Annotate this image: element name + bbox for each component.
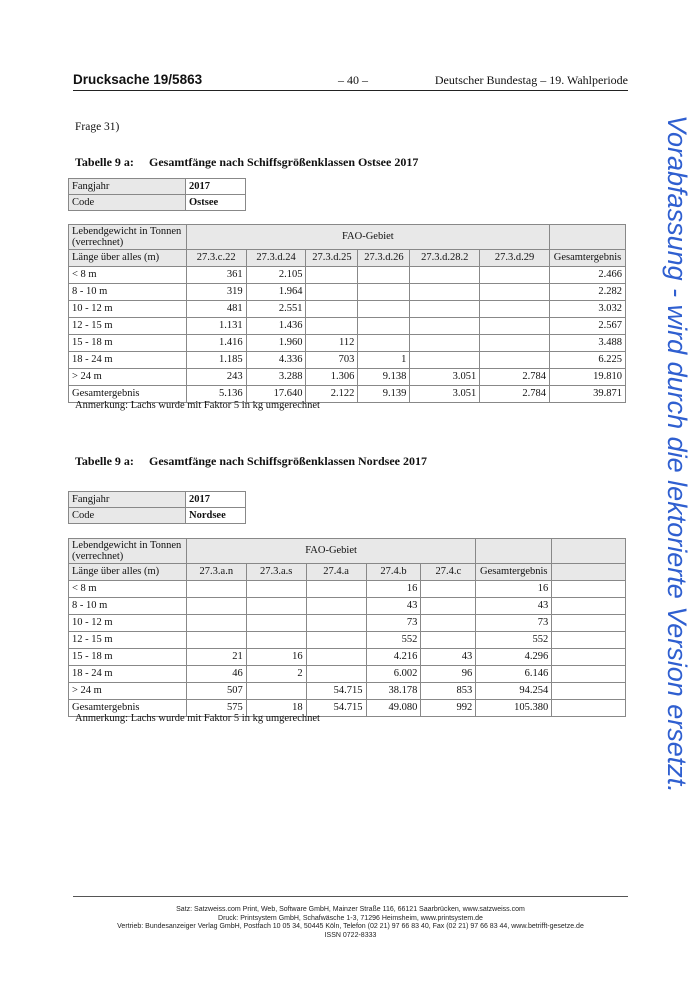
row-label: 12 - 15 m [69, 318, 187, 335]
table-cell: 552 [366, 632, 421, 649]
table-cell: 6.225 [549, 352, 625, 369]
document-number: Drucksache 19/5863 [73, 72, 203, 87]
table-row [69, 598, 626, 615]
nordsee-info-table [68, 491, 246, 524]
table-cell: 112 [306, 335, 358, 352]
page-header [73, 72, 628, 91]
row-label: 8 - 10 m [69, 284, 187, 301]
table-cell: 2.282 [549, 284, 625, 301]
table-cell: 3.032 [549, 301, 625, 318]
table-row [69, 581, 626, 598]
table-cell: 4.296 [476, 649, 552, 666]
table-cell [306, 318, 358, 335]
info-label: Code [69, 508, 186, 524]
table-cell [246, 598, 306, 615]
row-label: 10 - 12 m [69, 301, 187, 318]
table-cell: 361 [186, 267, 246, 284]
table-cell: 853 [421, 683, 476, 700]
table-cell: 1 [358, 352, 410, 369]
table-cell [306, 284, 358, 301]
table-cell [480, 284, 550, 301]
nordsee-table-caption: Gesamtfänge nach Schiffsgrößenklassen Nordsee 2017 [149, 454, 427, 468]
table-cell [410, 318, 480, 335]
length-header: Länge über alles (m) [69, 250, 187, 267]
table-cell [421, 615, 476, 632]
row-label: > 24 m [69, 369, 187, 386]
column-header: Gesamtergebnis [549, 250, 625, 267]
table-row [69, 649, 626, 666]
row-label: Gesamtergebnis [69, 386, 187, 403]
table-cell [480, 301, 550, 318]
table-row [69, 318, 626, 335]
table-cell: 2.466 [549, 267, 625, 284]
table-cell: 1.416 [186, 335, 246, 352]
row-label: < 8 m [69, 267, 187, 284]
table-cell: 2.122 [306, 386, 358, 403]
table-cell: 5.136 [186, 386, 246, 403]
table-cell [358, 301, 410, 318]
table-cell: 16 [366, 581, 421, 598]
fao-header: FAO-Gebiet [186, 539, 475, 564]
nordsee-table-number: Tabelle 9 a: [75, 454, 134, 468]
row-label: 18 - 24 m [69, 666, 187, 683]
table-row [69, 632, 626, 649]
parliament-period: Deutscher Bundestag – 19. Wahlperiode [434, 73, 628, 87]
table-cell: 16 [246, 649, 306, 666]
ostsee-catch-table [68, 224, 626, 403]
table-cell [480, 267, 550, 284]
column-header: 27.3.a.s [246, 564, 306, 581]
ostsee-table-number: Tabelle 9 a: [75, 155, 134, 169]
table-cell [358, 318, 410, 335]
row-label: 10 - 12 m [69, 615, 187, 632]
row-label: 12 - 15 m [69, 632, 187, 649]
table-row [69, 352, 626, 369]
column-header: Gesamtergebnis [476, 564, 552, 581]
draft-watermark-text: Vorabfassung - wird durch die lektorierte Version ersetzt. [662, 115, 692, 793]
column-header: 27.3.d.25 [306, 250, 358, 267]
length-header: Länge über alles (m) [69, 564, 187, 581]
table-row [69, 683, 626, 700]
table-cell: 992 [421, 700, 476, 717]
table-cell [306, 666, 366, 683]
weight-header: Lebendgewicht in Tonnen (verrechnet) [69, 225, 187, 250]
draft-watermark [660, 115, 694, 915]
table-cell [246, 615, 306, 632]
footer-line-vertrieb: Vertrieb: Bundesanzeiger Verlag GmbH, Postfach 10 05 34, 50445 Köln, Telefon (02 21) 97 66 83 40, Fax (02 21) 97 66 83 44, www.betrifft-gesetze.de [117, 923, 584, 930]
row-label: < 8 m [69, 581, 187, 598]
table-cell: 9.139 [358, 386, 410, 403]
table-cell [358, 267, 410, 284]
table-cell [421, 632, 476, 649]
table-cell: 319 [186, 284, 246, 301]
table-row [69, 301, 626, 318]
table-cell [358, 284, 410, 301]
table-cell [246, 581, 306, 598]
table-cell: 1.436 [246, 318, 306, 335]
footer-line-druck: Druck: Printsystem GmbH, Schafwäsche 1-3, 71296 Heimsheim, www.printsystem.de [218, 914, 483, 922]
table-cell: 54.715 [306, 700, 366, 717]
nordsee-catch-table [68, 538, 626, 717]
row-label: 18 - 24 m [69, 352, 187, 369]
table-cell [410, 352, 480, 369]
table-cell: 1.185 [186, 352, 246, 369]
table-cell: 3.051 [410, 386, 480, 403]
table-cell: 2 [246, 666, 306, 683]
info-value: Ostsee [186, 195, 246, 211]
table-cell: 481 [186, 301, 246, 318]
table-cell [358, 335, 410, 352]
weight-header: Lebendgewicht in Tonnen (verrechnet) [69, 539, 187, 564]
page-number: – 40 – [338, 73, 368, 87]
table-row [69, 335, 626, 352]
table-cell: 21 [186, 649, 246, 666]
table-cell [480, 318, 550, 335]
column-header: 27.3.a.n [186, 564, 246, 581]
table-cell [480, 352, 550, 369]
table-cell: 2.784 [480, 369, 550, 386]
table-cell: 43 [366, 598, 421, 615]
ostsee-info-table [68, 178, 246, 211]
column-header: 27.3.c.22 [186, 250, 246, 267]
info-value: Nordsee [186, 508, 246, 524]
table-cell [306, 632, 366, 649]
table-cell [186, 632, 246, 649]
column-header: 27.3.d.29 [480, 250, 550, 267]
column-header: 27.3.d.28.2 [410, 250, 480, 267]
table-cell: 1.960 [246, 335, 306, 352]
column-header: 27.4.b [366, 564, 421, 581]
table-cell: 3.488 [549, 335, 625, 352]
footer-line-satz: Satz: Satzweiss.com Print, Web, Software GmbH, Mainzer Straße 116, 66121 Saarbrücken, www.satzweiss.com [176, 906, 525, 913]
table-cell: 575 [186, 700, 246, 717]
table-cell [421, 581, 476, 598]
table-cell [246, 683, 306, 700]
info-label: Fangjahr [69, 492, 186, 508]
row-label: 15 - 18 m [69, 335, 187, 352]
table-cell: 1.964 [246, 284, 306, 301]
table-cell: 507 [186, 683, 246, 700]
table-cell: 2.784 [480, 386, 550, 403]
table-cell: 105.380 [476, 700, 552, 717]
ostsee-note: Anmerkung: Lachs wurde mit Faktor 5 in kg umgerechnet [75, 400, 320, 411]
table-cell [186, 598, 246, 615]
question-label: Frage 31) [75, 121, 120, 133]
table-cell: 6.002 [366, 666, 421, 683]
column-header: 27.4.a [306, 564, 366, 581]
table-cell: 703 [306, 352, 358, 369]
imprint-footer [73, 906, 628, 940]
table-cell [306, 649, 366, 666]
table-cell: 16 [476, 581, 552, 598]
ostsee-table-caption: Gesamtfänge nach Schiffsgrößenklassen Ostsee 2017 [149, 155, 419, 169]
row-label: 15 - 18 m [69, 649, 187, 666]
ostsee-table-title [75, 155, 418, 170]
row-label: Gesamtergebnis [69, 700, 187, 717]
table-cell: 43 [421, 649, 476, 666]
table-row [69, 284, 626, 301]
table-cell [410, 267, 480, 284]
table-cell [410, 284, 480, 301]
table-cell: 19.810 [549, 369, 625, 386]
table-cell: 39.871 [549, 386, 625, 403]
table-row [69, 250, 626, 267]
column-header: 27.3.d.26 [358, 250, 410, 267]
table-cell [421, 598, 476, 615]
row-label: 8 - 10 m [69, 598, 187, 615]
nordsee-note: Anmerkung: Lachs wurde mit Faktor 5 in kg umgerechnet [75, 713, 320, 724]
table-cell: 1.131 [186, 318, 246, 335]
table-cell [480, 335, 550, 352]
table-row [69, 267, 626, 284]
table-cell [246, 632, 306, 649]
table-cell: 3.288 [246, 369, 306, 386]
table-cell: 552 [476, 632, 552, 649]
table-cell: 6.146 [476, 666, 552, 683]
row-label: > 24 m [69, 683, 187, 700]
table-cell: 243 [186, 369, 246, 386]
table-cell: 4.336 [246, 352, 306, 369]
table-cell: 2.105 [246, 267, 306, 284]
table-cell [410, 301, 480, 318]
fao-header: FAO-Gebiet [186, 225, 549, 250]
table-cell [410, 335, 480, 352]
table-cell: 73 [366, 615, 421, 632]
info-value: 2017 [186, 179, 246, 195]
table-cell: 2.567 [549, 318, 625, 335]
info-label: Code [69, 195, 186, 211]
table-cell: 46 [186, 666, 246, 683]
nordsee-table-title [75, 454, 427, 469]
table-row [69, 564, 626, 581]
table-cell: 96 [421, 666, 476, 683]
table-row [69, 615, 626, 632]
table-cell: 49.080 [366, 700, 421, 717]
table-cell: 3.051 [410, 369, 480, 386]
table-cell: 43 [476, 598, 552, 615]
table-cell: 9.138 [358, 369, 410, 386]
table-cell [306, 301, 358, 318]
table-cell [186, 615, 246, 632]
table-cell: 54.715 [306, 683, 366, 700]
info-value: 2017 [186, 492, 246, 508]
table-cell: 18 [246, 700, 306, 717]
footer-line-issn: ISSN 0722-8333 [324, 931, 377, 939]
table-row [69, 666, 626, 683]
table-cell [306, 615, 366, 632]
table-cell [306, 598, 366, 615]
table-cell [306, 267, 358, 284]
column-header: 27.3.d.24 [246, 250, 306, 267]
table-cell [306, 581, 366, 598]
table-cell: 2.551 [246, 301, 306, 318]
footer-divider [73, 896, 628, 897]
column-header: 27.4.c [421, 564, 476, 581]
table-cell: 73 [476, 615, 552, 632]
table-cell: 1.306 [306, 369, 358, 386]
table-cell: 17.640 [246, 386, 306, 403]
info-label: Fangjahr [69, 179, 186, 195]
table-cell [186, 581, 246, 598]
table-cell: 38.178 [366, 683, 421, 700]
table-row [69, 369, 626, 386]
table-cell: 94.254 [476, 683, 552, 700]
table-cell: 4.216 [366, 649, 421, 666]
